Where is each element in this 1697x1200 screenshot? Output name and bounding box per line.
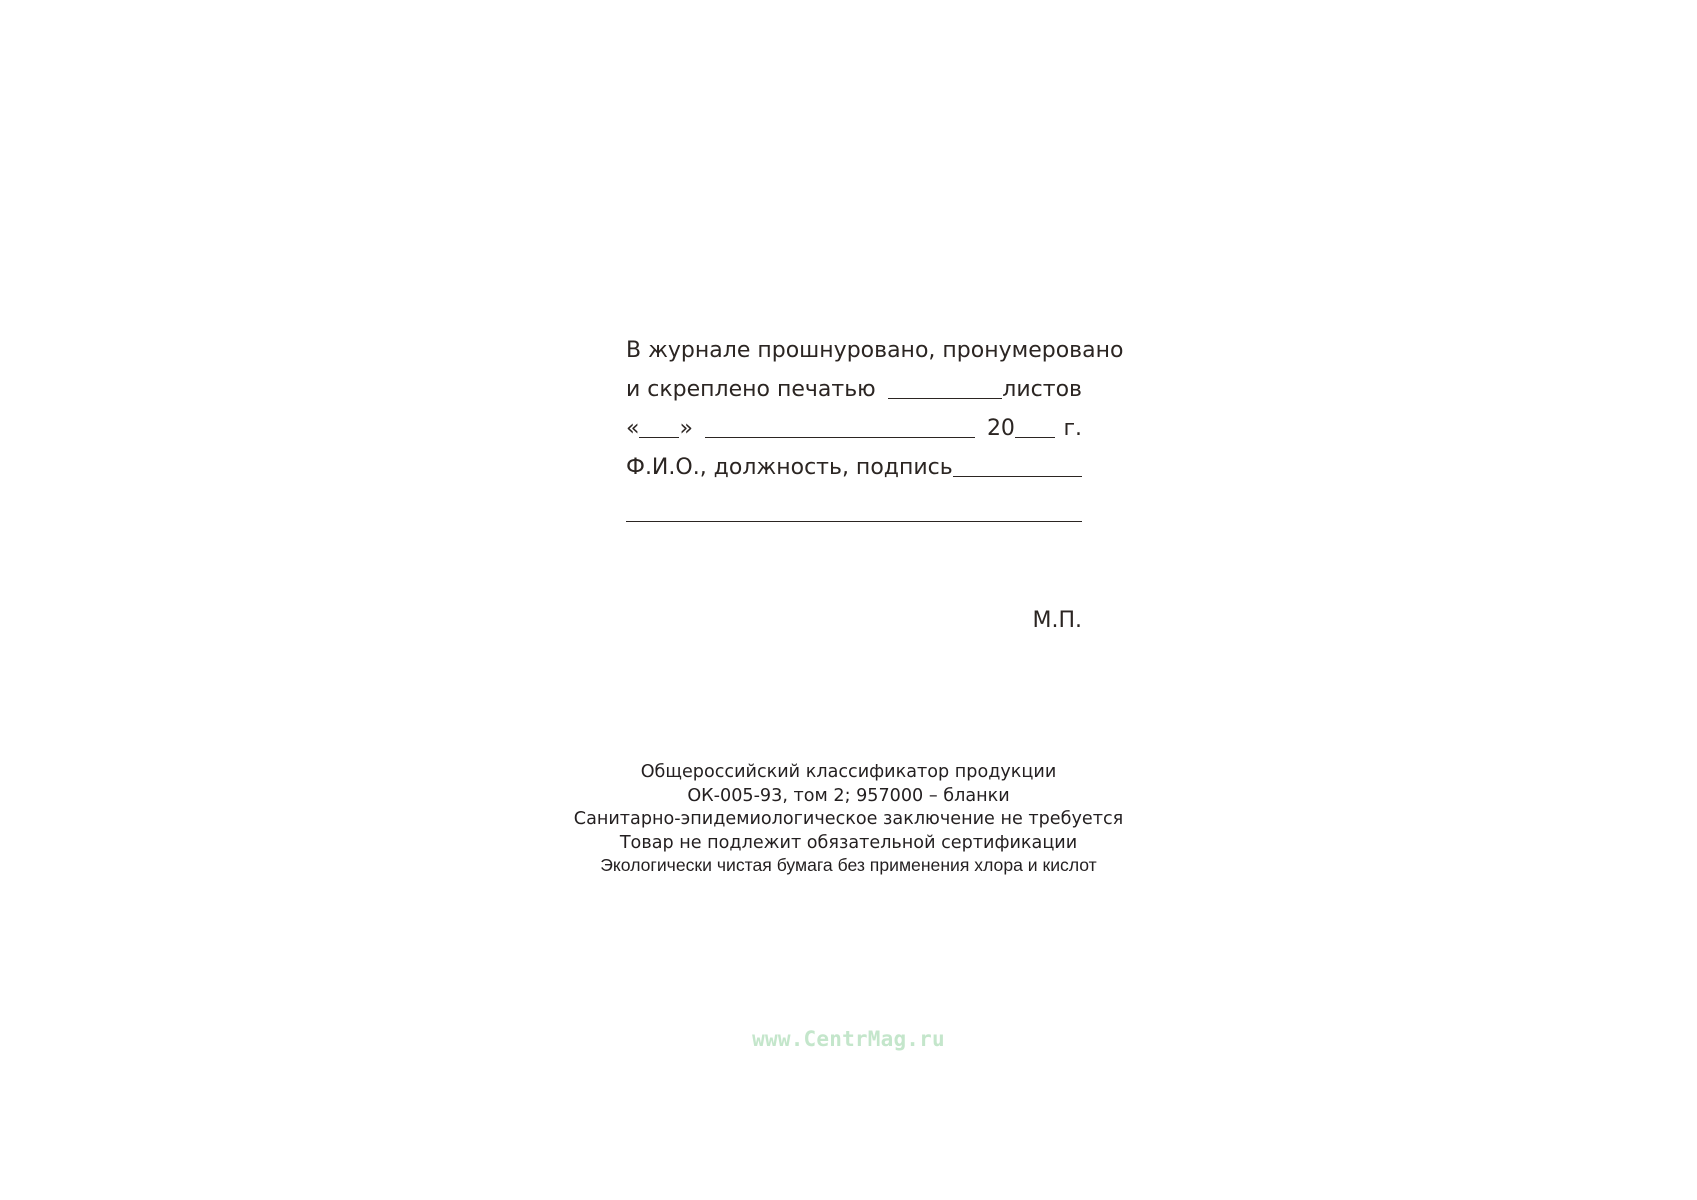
year-blank[interactable]: [1015, 415, 1055, 438]
sealed-label: и скреплено печатью: [626, 377, 876, 402]
close-quote: »: [679, 416, 693, 441]
stamp-place-label: М.П.: [1032, 608, 1082, 633]
certification-line: Товар не подлежит обязательной сертификации: [619, 832, 1078, 853]
extra-signature-blank[interactable]: [626, 499, 1082, 522]
sheets-label: листов: [1002, 377, 1082, 402]
day-blank[interactable]: [639, 415, 679, 438]
site-watermark: www.CentrMag.ru: [752, 1027, 945, 1051]
eco-paper-line: Экологически чистая бумага без применения хлора и кислот: [600, 855, 1097, 875]
classifier-line: Общероссийский классификатор продукции: [640, 762, 1057, 782]
form-line-extra: [626, 492, 1082, 526]
sanitary-line: Санитарно-эпидемиологическое заключение не требуется: [573, 809, 1124, 829]
year-prefix: 20: [986, 416, 1015, 441]
product-info-footer: [0, 761, 1697, 875]
open-quote: «: [626, 416, 640, 441]
form-line-laced-numbered: [626, 330, 1124, 364]
signature-blank[interactable]: [953, 454, 1082, 477]
signatory-label: Ф.И.О., должность, подпись: [626, 455, 953, 480]
form-line-date: [626, 408, 1082, 442]
form-line-sealed-sheets: [626, 369, 1082, 403]
year-abbrev: г.: [1063, 416, 1082, 441]
laced-numbered-text: В журнале прошнуровано, пронумеровано: [626, 338, 1124, 363]
month-blank[interactable]: [705, 415, 975, 438]
sheet-count-blank[interactable]: [888, 376, 1003, 399]
form-line-signature: [626, 447, 1082, 481]
classifier-code-line: ОК-005-93, том 2; 957000 – бланки: [687, 785, 1010, 806]
